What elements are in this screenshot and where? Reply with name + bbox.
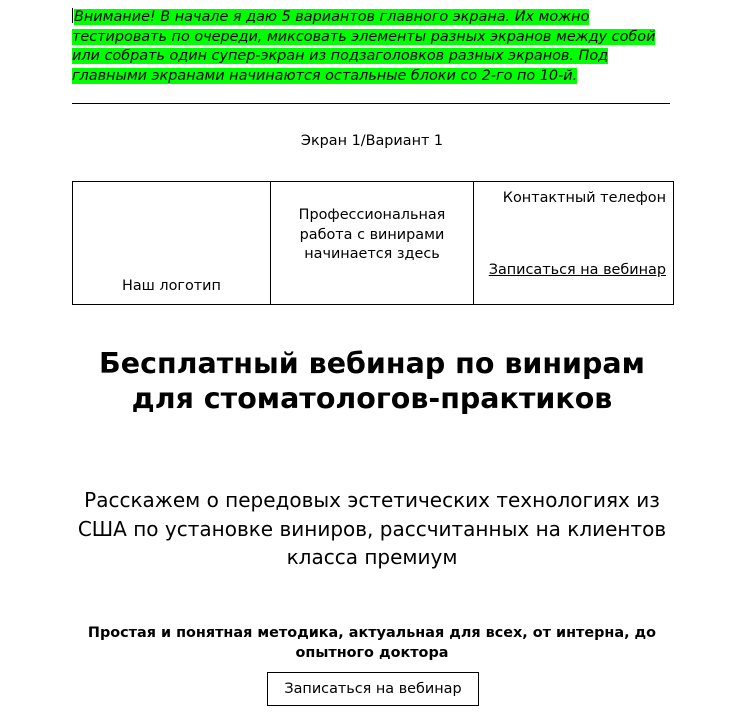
notice-text: Внимание! В начале я даю 5 вариантов главного экрана. Их можно тестировать по очереди, миксовать элементы разных экранов между собой или собрать один супер-экран из подзаголовков разных экранов. Под главными экранами начинаются остальные блоки со 2-го по 10-й. (72, 9, 656, 84)
logo-placeholder: Наш логотип (122, 278, 221, 294)
document-page (72, 8, 674, 697)
webinar-signup-button[interactable]: Записаться на вебинар (267, 672, 479, 706)
screen-variant-label: Экран 1/Вариант 1 (300, 133, 444, 149)
contact-cell (474, 182, 673, 304)
notice-paragraph (72, 8, 662, 86)
text-caret (72, 8, 73, 23)
hero-subheadline: Расскажем о передовых эстетических технологиях из США по установке виниров, рассчитанных на клиентов класса премиум (77, 488, 667, 569)
horizontal-divider (72, 103, 670, 104)
header-block (72, 181, 674, 305)
hero-note: Простая и понятная методика, актуальная для всех, от интерна, до опытного доктора (87, 625, 657, 661)
hero-headline: Бесплатный вебинар по винирам для стоматологов-практиков (99, 347, 645, 415)
webinar-signup-link[interactable]: Записаться на вебинар (488, 262, 666, 278)
contact-phone-label: Контактный телефон (502, 190, 666, 206)
tagline-text: Профессиональная работа с винирами начинается здесь (298, 207, 446, 262)
tagline-cell (271, 182, 474, 304)
logo-cell (73, 182, 271, 304)
